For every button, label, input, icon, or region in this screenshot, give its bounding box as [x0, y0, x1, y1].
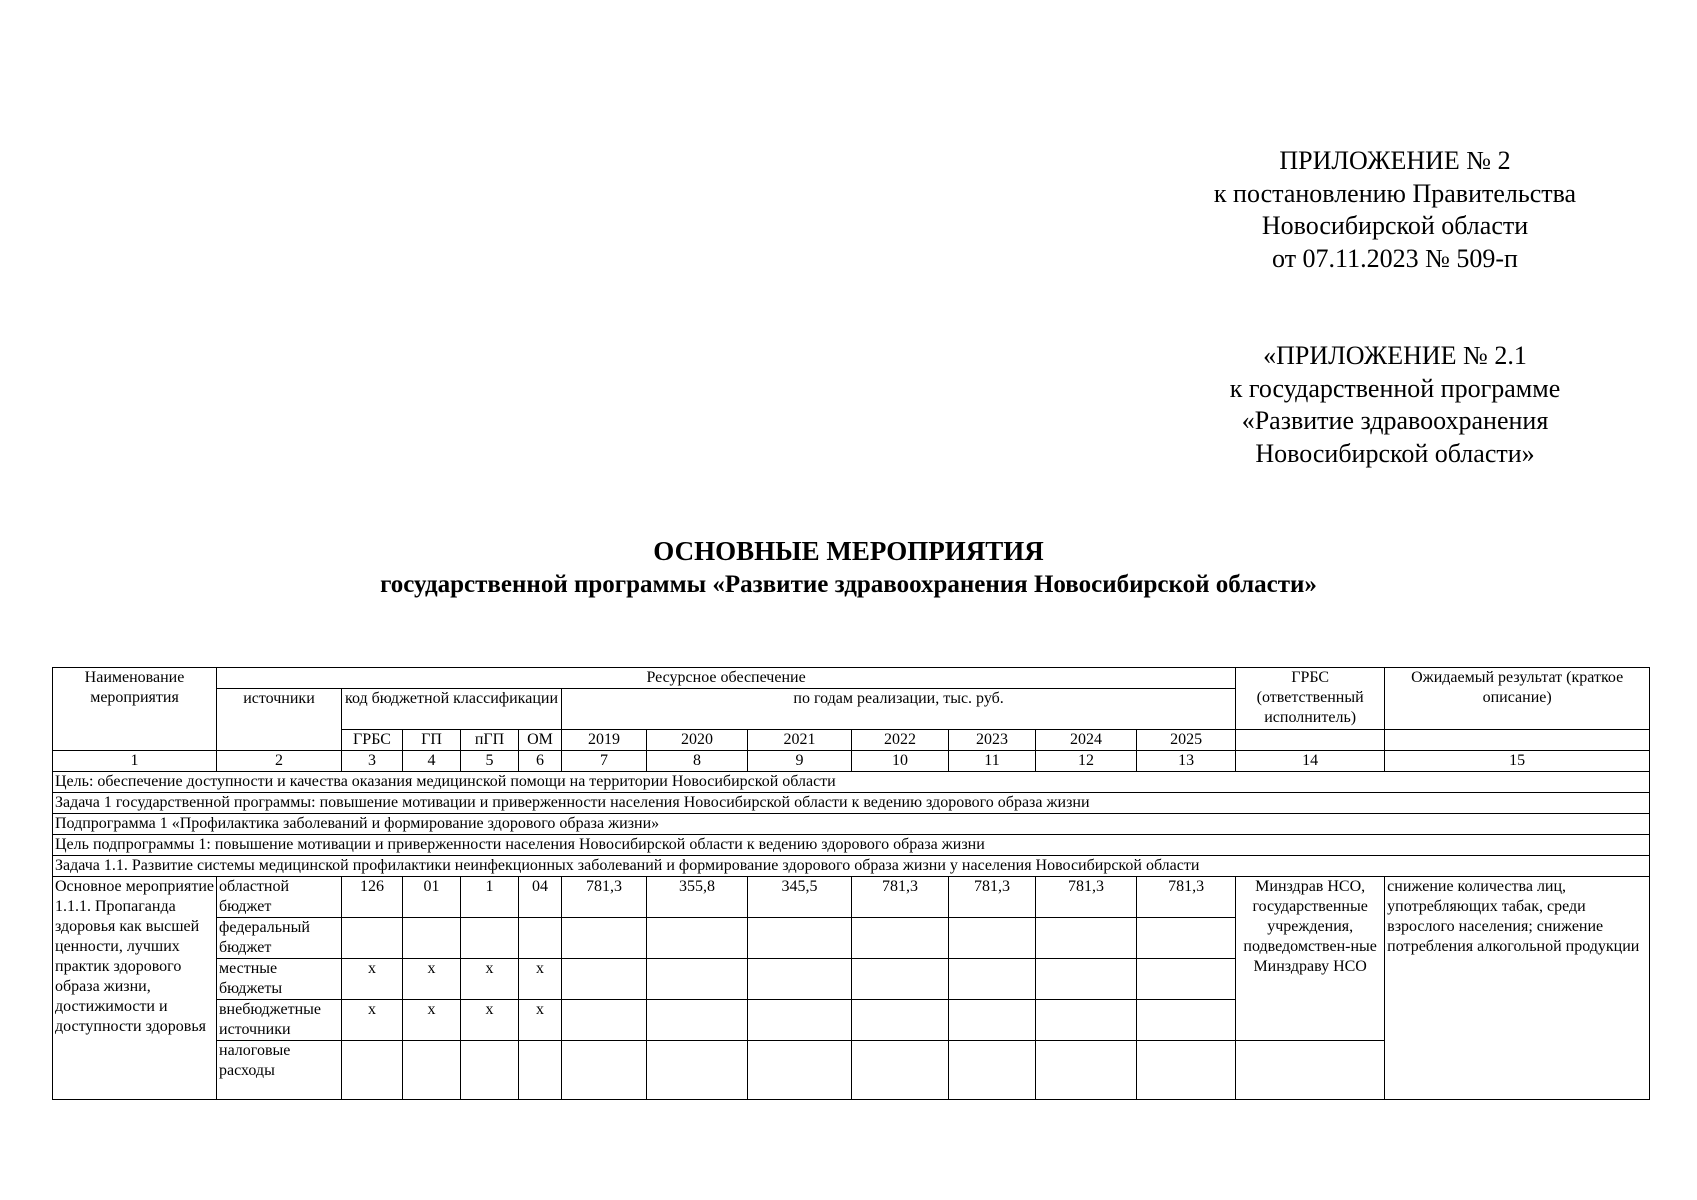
code-cell	[403, 1041, 461, 1100]
column-number: 2	[217, 751, 342, 772]
value-cell	[1036, 1041, 1137, 1100]
column-number: 5	[461, 751, 519, 772]
header-sources: источники	[217, 689, 342, 751]
value-cell	[949, 918, 1036, 959]
value-cell	[852, 918, 949, 959]
value-cell	[748, 959, 852, 1000]
appendix-header-1	[1130, 145, 1660, 275]
code-cell: х	[519, 1000, 562, 1041]
header-resources: Ресурсное обеспечение	[217, 668, 1236, 689]
appendix-1-line: ПРИЛОЖЕНИЕ № 2	[1279, 146, 1511, 175]
header-year: 2022	[852, 730, 949, 751]
activity-name: Основное мероприятие 1.1.1. Пропаганда здоровья как высшей ценности, лучших практик здорового образа жизни, достижимости и доступности здоровья	[53, 877, 217, 1100]
value-cell	[1137, 1000, 1236, 1041]
column-number: 12	[1036, 751, 1137, 772]
program-goal: Цель: обеспечение доступности и качества оказания медицинской помощи на территории Новосибирской области	[53, 772, 1650, 793]
code-cell	[403, 918, 461, 959]
value-cell	[852, 959, 949, 1000]
column-number: 9	[748, 751, 852, 772]
document-title: ОСНОВНЫЕ МЕРОПРИЯТИЯ	[653, 536, 1044, 566]
code-cell: х	[461, 1000, 519, 1041]
value-cell	[1137, 918, 1236, 959]
value-cell	[562, 959, 647, 1000]
code-cell	[342, 1041, 403, 1100]
subprogram-task: Задача 1.1. Развитие системы медицинской профилактики неинфекционных заболеваний и формирование здорового образа жизни у населения Новосибирской области	[53, 856, 1650, 877]
code-cell: х	[519, 959, 562, 1000]
column-number: 3	[342, 751, 403, 772]
source-name: областной бюджет	[217, 877, 342, 918]
appendix-2-line: «ПРИЛОЖЕНИЕ № 2.1	[1263, 341, 1527, 370]
code-cell: 04	[519, 877, 562, 918]
code-cell	[519, 1041, 562, 1100]
value-cell	[748, 1000, 852, 1041]
value-cell	[647, 918, 748, 959]
program-task: Задача 1 государственной программы: повышение мотивации и приверженности населения Новосибирской области к ведению здорового образа жизни	[53, 793, 1650, 814]
goal-row	[53, 835, 1650, 856]
expected-result: снижение количества лиц, употребляющих табак, среди взрослого населения; снижение потребления алкогольной продукции	[1385, 877, 1650, 1100]
value-cell	[949, 959, 1036, 1000]
value-cell	[562, 1041, 647, 1100]
appendix-header-2	[1130, 340, 1660, 470]
value-cell: 781,3	[562, 877, 647, 918]
code-cell: х	[403, 1000, 461, 1041]
source-name: федеральный бюджет	[217, 918, 342, 959]
value-cell: 781,3	[1137, 877, 1236, 918]
code-cell: х	[342, 1000, 403, 1041]
header-year: 2020	[647, 730, 748, 751]
appendix-2-line: «Развитие здравоохранения	[1241, 406, 1549, 435]
value-cell	[748, 918, 852, 959]
value-cell	[1137, 959, 1236, 1000]
code-cell: х	[461, 959, 519, 1000]
column-number: 4	[403, 751, 461, 772]
code-cell	[342, 918, 403, 959]
activities-table	[52, 667, 1650, 1100]
appendix-1-line: Новосибирской области	[1261, 211, 1529, 240]
responsible-executor: Минздрав НСО, государственные учреждения, подведомствен-ные Минздраву НСО	[1236, 877, 1385, 1041]
column-number: 11	[949, 751, 1036, 772]
column-number: 1	[53, 751, 217, 772]
header-grbs-responsible: ГРБС (ответственный исполнитель)	[1236, 668, 1385, 730]
header-empty-cell	[1385, 730, 1650, 751]
header-year: 2021	[748, 730, 852, 751]
appendix-1-line: к постановлению Правительства	[1213, 178, 1577, 208]
header-year: 2025	[1137, 730, 1236, 751]
header-code-grbs: ГРБС	[342, 730, 403, 751]
appendix-1-line: от 07.11.2023 № 509-п	[1272, 243, 1518, 273]
column-number: 14	[1236, 751, 1385, 772]
responsible-empty-cell	[1236, 1041, 1385, 1100]
header-empty-cell	[1236, 730, 1385, 751]
header-year: 2019	[562, 730, 647, 751]
value-cell	[1036, 959, 1137, 1000]
appendix-2-line: Новосибирской области»	[1255, 438, 1535, 468]
value-cell: 781,3	[852, 877, 949, 918]
column-number: 13	[1137, 751, 1236, 772]
value-cell: 345,5	[748, 877, 852, 918]
value-cell: 781,3	[949, 877, 1036, 918]
source-row	[53, 877, 1650, 918]
subprogram-goal: Цель подпрограммы 1: повышение мотивации и приверженности населения Новосибирской области к ведению здорового образа жизни	[53, 835, 1650, 856]
header-code-om: ОМ	[519, 730, 562, 751]
header-code-gp: ГП	[403, 730, 461, 751]
header-code-pgp: пГП	[461, 730, 519, 751]
column-number: 8	[647, 751, 748, 772]
value-cell: 781,3	[1036, 877, 1137, 918]
value-cell: 355,8	[647, 877, 748, 918]
value-cell	[647, 1041, 748, 1100]
goal-row	[53, 814, 1650, 835]
value-cell	[748, 1041, 852, 1100]
value-cell	[647, 959, 748, 1000]
code-cell: х	[342, 959, 403, 1000]
value-cell	[1137, 1041, 1236, 1100]
code-cell: 126	[342, 877, 403, 918]
code-cell	[461, 918, 519, 959]
goal-row	[53, 772, 1650, 793]
value-cell	[1036, 918, 1137, 959]
appendix-2-line: к государственной программе	[1229, 373, 1561, 403]
code-cell: 01	[403, 877, 461, 918]
code-cell	[461, 1041, 519, 1100]
header-year: 2024	[1036, 730, 1137, 751]
source-name: внебюджетные источники	[217, 1000, 342, 1041]
column-number-row	[53, 751, 1650, 772]
source-name: местные бюджеты	[217, 959, 342, 1000]
header-row-1	[53, 668, 1650, 689]
column-number: 15	[1385, 751, 1650, 772]
value-cell	[949, 1041, 1036, 1100]
value-cell	[562, 918, 647, 959]
value-cell	[852, 1041, 949, 1100]
value-cell	[852, 1000, 949, 1041]
code-cell	[519, 918, 562, 959]
header-by-years: по годам реализации, тыс. руб.	[562, 689, 1236, 730]
value-cell	[647, 1000, 748, 1041]
value-cell	[1036, 1000, 1137, 1041]
code-cell: 1	[461, 877, 519, 918]
column-number: 6	[519, 751, 562, 772]
header-expected-result: Ожидаемый результат (краткое описание)	[1385, 668, 1650, 730]
goal-row	[53, 793, 1650, 814]
subprogram-title: Подпрограмма 1 «Профилактика заболеваний и формирование здорового образа жизни»	[53, 814, 1650, 835]
value-cell	[949, 1000, 1036, 1041]
header-budget-code: код бюджетной классификации	[342, 689, 562, 730]
column-number: 10	[852, 751, 949, 772]
document-subtitle: государственной программы «Развитие здравоохранения Новосибирской области»	[380, 571, 1317, 598]
code-cell: х	[403, 959, 461, 1000]
value-cell	[562, 1000, 647, 1041]
header-name: Наименование мероприятия	[53, 668, 217, 751]
goal-row	[53, 856, 1650, 877]
column-number: 7	[562, 751, 647, 772]
source-name: налоговые расходы	[217, 1041, 342, 1100]
header-year: 2023	[949, 730, 1036, 751]
